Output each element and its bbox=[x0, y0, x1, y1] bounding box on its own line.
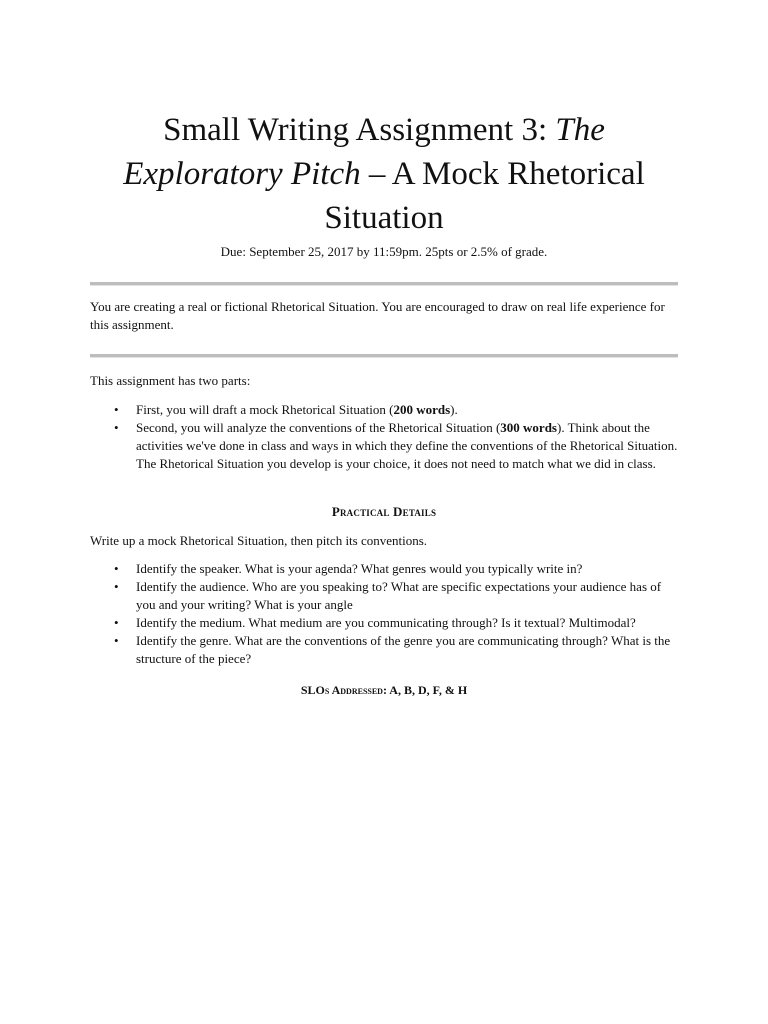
parts-list bbox=[90, 401, 680, 473]
title-prefix: Small Writing Assignment 3: bbox=[163, 112, 556, 148]
due-date: Due: September 25, 2017 by 11:59pm. 25pts or 2.5% of grade. bbox=[220, 244, 548, 259]
horizontal-rule-top bbox=[90, 282, 678, 286]
bullet-icon: • bbox=[114, 615, 119, 630]
list-item: • Identify the genre. What are the conventions of the genre you are communicating through? What is the structure of the piece? bbox=[114, 633, 671, 666]
bullet-icon: • bbox=[114, 579, 119, 594]
horizontal-rule-bottom bbox=[90, 354, 678, 358]
details-list bbox=[90, 560, 680, 668]
bullet-icon: • bbox=[114, 633, 119, 648]
intro-paragraph: You are creating a real or fictional Rhetorical Situation. You are encouraged to draw on real life experience for this assignment. bbox=[90, 299, 665, 332]
bullet-icon: • bbox=[114, 402, 119, 417]
practical-details-heading: Practical Details bbox=[331, 504, 437, 519]
list-item: • Second, you will analyze the conventions of the Rhetorical Situation (300 words). Think about the activities we've done in class and ways in which they define the conventions of the Rhetorical Situation. The Rhetorical Situation you develop is your choice, it does not need to match what we did in class. bbox=[114, 420, 678, 471]
bullet-icon: • bbox=[114, 561, 119, 576]
parts-intro: This assignment has two parts: bbox=[90, 373, 251, 388]
list-item: • First, you will draft a mock Rhetorical Situation (200 words). bbox=[114, 402, 458, 417]
practical-intro: Write up a mock Rhetorical Situation, then pitch its conventions. bbox=[90, 533, 428, 548]
list-item: • Identify the audience. Who are you speaking to? What are specific expectations your audience has of you and your writing? What is your angle bbox=[114, 579, 662, 612]
assignment-title bbox=[60, 108, 708, 240]
bullet-icon: • bbox=[114, 420, 119, 435]
slos-addressed: SLOs Addressed: A, B, D, F, & H bbox=[300, 683, 468, 697]
title-italic-the: The bbox=[555, 112, 605, 148]
list-item: • Identify the medium. What medium are you communicating through? Is it textual? Multimodal? bbox=[114, 615, 636, 630]
title-dash: – bbox=[360, 156, 392, 192]
list-item: • Identify the speaker. What is your agenda? What genres would you typically write in? bbox=[114, 561, 583, 576]
title-italic-pitch: Exploratory Pitch bbox=[123, 156, 361, 192]
title-rest: A Mock Rhetorical Situation bbox=[324, 156, 645, 236]
